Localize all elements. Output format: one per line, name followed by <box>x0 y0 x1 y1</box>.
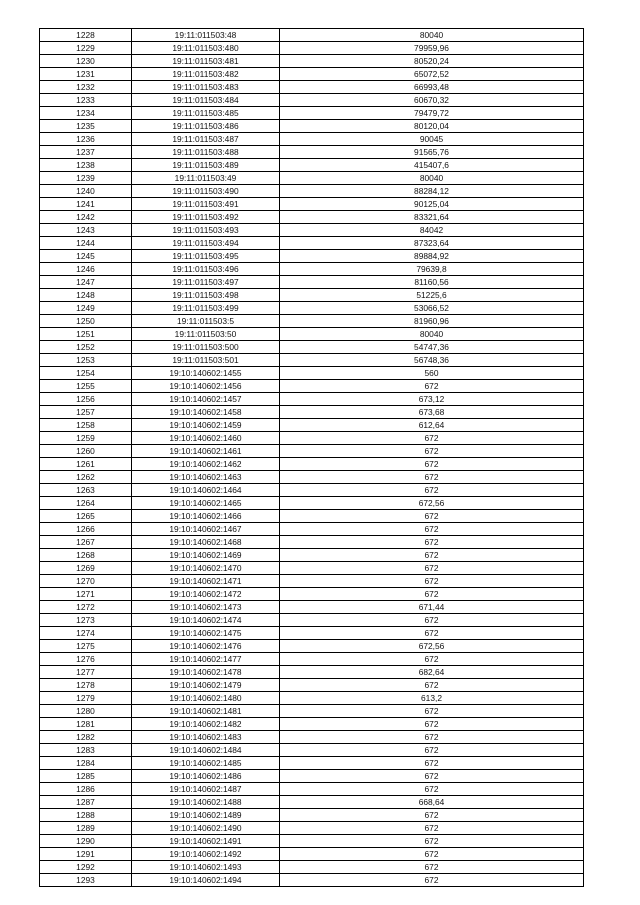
row-number-cell: 1228 <box>40 29 132 42</box>
row-number-cell: 1258 <box>40 419 132 432</box>
row-number-cell: 1269 <box>40 562 132 575</box>
row-number-cell: 1250 <box>40 315 132 328</box>
row-number-cell: 1286 <box>40 783 132 796</box>
table-row <box>40 874 584 887</box>
table-row <box>40 757 584 770</box>
cadastral-number-cell: 19:10:140602:1471 <box>132 575 280 588</box>
value-cell: 560 <box>280 367 584 380</box>
value-cell: 672 <box>280 536 584 549</box>
row-number-cell: 1254 <box>40 367 132 380</box>
value-cell: 66993,48 <box>280 81 584 94</box>
cadastral-number-cell: 19:10:140602:1460 <box>132 432 280 445</box>
row-number-cell: 1246 <box>40 263 132 276</box>
value-cell: 672 <box>280 471 584 484</box>
row-number-cell: 1239 <box>40 172 132 185</box>
value-cell: 672 <box>280 523 584 536</box>
row-number-cell: 1232 <box>40 81 132 94</box>
table-row <box>40 601 584 614</box>
value-cell: 81160,56 <box>280 276 584 289</box>
cadastral-number-cell: 19:10:140602:1479 <box>132 679 280 692</box>
value-cell: 672 <box>280 705 584 718</box>
table-row <box>40 497 584 510</box>
value-cell: 56748,36 <box>280 354 584 367</box>
table-row <box>40 120 584 133</box>
table-row <box>40 627 584 640</box>
cadastral-number-cell: 19:11:011503:480 <box>132 42 280 55</box>
table-row <box>40 523 584 536</box>
cadastral-number-cell: 19:11:011503:492 <box>132 211 280 224</box>
cadastral-number-cell: 19:11:011503:488 <box>132 146 280 159</box>
table-row <box>40 796 584 809</box>
table-row <box>40 471 584 484</box>
cadastral-number-cell: 19:10:140602:1473 <box>132 601 280 614</box>
row-number-cell: 1237 <box>40 146 132 159</box>
cadastral-number-cell: 19:11:011503:487 <box>132 133 280 146</box>
value-cell: 80040 <box>280 172 584 185</box>
value-cell: 89884,92 <box>280 250 584 263</box>
row-number-cell: 1270 <box>40 575 132 588</box>
row-number-cell: 1283 <box>40 744 132 757</box>
cadastral-number-cell: 19:10:140602:1484 <box>132 744 280 757</box>
cadastral-number-cell: 19:11:011503:498 <box>132 289 280 302</box>
row-number-cell: 1245 <box>40 250 132 263</box>
table-row <box>40 445 584 458</box>
cadastral-number-cell: 19:10:140602:1481 <box>132 705 280 718</box>
cadastral-number-cell: 19:11:011503:50 <box>132 328 280 341</box>
value-cell: 88284,12 <box>280 185 584 198</box>
row-number-cell: 1249 <box>40 302 132 315</box>
table-row <box>40 133 584 146</box>
row-number-cell: 1235 <box>40 120 132 133</box>
row-number-cell: 1274 <box>40 627 132 640</box>
row-number-cell: 1293 <box>40 874 132 887</box>
value-cell: 80520,24 <box>280 55 584 68</box>
cadastral-number-cell: 19:10:140602:1474 <box>132 614 280 627</box>
value-cell: 80040 <box>280 328 584 341</box>
row-number-cell: 1243 <box>40 224 132 237</box>
table-row <box>40 588 584 601</box>
table-row <box>40 549 584 562</box>
table-row <box>40 172 584 185</box>
table-row <box>40 562 584 575</box>
table-row <box>40 380 584 393</box>
cadastral-number-cell: 19:10:140602:1465 <box>132 497 280 510</box>
cadastral-number-cell: 19:10:140602:1482 <box>132 718 280 731</box>
row-number-cell: 1288 <box>40 809 132 822</box>
row-number-cell: 1284 <box>40 757 132 770</box>
value-cell: 91565,76 <box>280 146 584 159</box>
cadastral-number-cell: 19:10:140602:1472 <box>132 588 280 601</box>
table-row <box>40 575 584 588</box>
cadastral-number-cell: 19:10:140602:1463 <box>132 471 280 484</box>
cadastral-number-cell: 19:11:011503:49 <box>132 172 280 185</box>
value-cell: 83321,64 <box>280 211 584 224</box>
cadastral-number-cell: 19:11:011503:482 <box>132 68 280 81</box>
value-cell: 87323,64 <box>280 237 584 250</box>
cadastral-number-cell: 19:10:140602:1486 <box>132 770 280 783</box>
cadastral-number-cell: 19:11:011503:484 <box>132 94 280 107</box>
cadastral-number-cell: 19:10:140602:1491 <box>132 835 280 848</box>
value-cell: 65072,52 <box>280 68 584 81</box>
cadastral-number-cell: 19:11:011503:48 <box>132 29 280 42</box>
cadastral-number-cell: 19:11:011503:499 <box>132 302 280 315</box>
value-cell: 672 <box>280 562 584 575</box>
cadastral-number-cell: 19:11:011503:481 <box>132 55 280 68</box>
row-number-cell: 1265 <box>40 510 132 523</box>
table-row <box>40 510 584 523</box>
value-cell: 671,44 <box>280 601 584 614</box>
row-number-cell: 1280 <box>40 705 132 718</box>
row-number-cell: 1277 <box>40 666 132 679</box>
cadastral-number-cell: 19:11:011503:490 <box>132 185 280 198</box>
cadastral-number-cell: 19:10:140602:1478 <box>132 666 280 679</box>
table-row <box>40 341 584 354</box>
row-number-cell: 1240 <box>40 185 132 198</box>
value-cell: 672 <box>280 822 584 835</box>
table-row <box>40 302 584 315</box>
table-row <box>40 367 584 380</box>
cadastral-number-cell: 19:10:140602:1468 <box>132 536 280 549</box>
cadastral-number-cell: 19:11:011503:491 <box>132 198 280 211</box>
value-cell: 80040 <box>280 29 584 42</box>
value-cell: 672 <box>280 770 584 783</box>
cadastral-number-cell: 19:11:011503:496 <box>132 263 280 276</box>
table-row <box>40 81 584 94</box>
cadastral-number-cell: 19:11:011503:493 <box>132 224 280 237</box>
row-number-cell: 1234 <box>40 107 132 120</box>
cadastral-number-cell: 19:10:140602:1494 <box>132 874 280 887</box>
row-number-cell: 1290 <box>40 835 132 848</box>
table-row <box>40 705 584 718</box>
cadastral-number-cell: 19:11:011503:483 <box>132 81 280 94</box>
row-number-cell: 1281 <box>40 718 132 731</box>
row-number-cell: 1264 <box>40 497 132 510</box>
row-number-cell: 1282 <box>40 731 132 744</box>
row-number-cell: 1231 <box>40 68 132 81</box>
table-row <box>40 406 584 419</box>
value-cell: 672 <box>280 718 584 731</box>
cadastral-number-cell: 19:10:140602:1480 <box>132 692 280 705</box>
value-cell: 668,64 <box>280 796 584 809</box>
value-cell: 672 <box>280 744 584 757</box>
value-cell: 51225,6 <box>280 289 584 302</box>
value-cell: 672 <box>280 445 584 458</box>
row-number-cell: 1261 <box>40 458 132 471</box>
table-row <box>40 744 584 757</box>
table-row <box>40 835 584 848</box>
row-number-cell: 1275 <box>40 640 132 653</box>
cadastral-number-cell: 19:11:011503:501 <box>132 354 280 367</box>
table-row <box>40 94 584 107</box>
value-cell: 672 <box>280 874 584 887</box>
row-number-cell: 1291 <box>40 848 132 861</box>
row-number-cell: 1268 <box>40 549 132 562</box>
row-number-cell: 1253 <box>40 354 132 367</box>
row-number-cell: 1273 <box>40 614 132 627</box>
value-cell: 672 <box>280 432 584 445</box>
value-cell: 90125,04 <box>280 198 584 211</box>
table-row <box>40 146 584 159</box>
table-row <box>40 68 584 81</box>
row-number-cell: 1233 <box>40 94 132 107</box>
value-cell: 90045 <box>280 133 584 146</box>
row-number-cell: 1242 <box>40 211 132 224</box>
value-cell: 672 <box>280 458 584 471</box>
cadastral-number-cell: 19:11:011503:486 <box>132 120 280 133</box>
value-cell: 613,2 <box>280 692 584 705</box>
table-row <box>40 861 584 874</box>
cadastral-number-cell: 19:10:140602:1493 <box>132 861 280 874</box>
table-row <box>40 289 584 302</box>
value-cell: 672 <box>280 848 584 861</box>
value-cell: 84042 <box>280 224 584 237</box>
cadastral-number-cell: 19:10:140602:1475 <box>132 627 280 640</box>
table-row <box>40 211 584 224</box>
cadastral-number-cell: 19:10:140602:1483 <box>132 731 280 744</box>
table-row <box>40 770 584 783</box>
cadastral-number-cell: 19:10:140602:1458 <box>132 406 280 419</box>
cadastral-number-cell: 19:11:011503:495 <box>132 250 280 263</box>
row-number-cell: 1287 <box>40 796 132 809</box>
table-row <box>40 731 584 744</box>
row-number-cell: 1272 <box>40 601 132 614</box>
table-row <box>40 393 584 406</box>
value-cell: 672 <box>280 575 584 588</box>
cadastral-number-cell: 19:10:140602:1461 <box>132 445 280 458</box>
value-cell: 672 <box>280 484 584 497</box>
table-row <box>40 159 584 172</box>
table-row <box>40 666 584 679</box>
cadastral-number-cell: 19:11:011503:497 <box>132 276 280 289</box>
value-cell: 672,56 <box>280 640 584 653</box>
cadastral-number-cell: 19:10:140602:1477 <box>132 653 280 666</box>
cadastral-number-cell: 19:11:011503:500 <box>132 341 280 354</box>
value-cell: 415407,6 <box>280 159 584 172</box>
cadastral-number-cell: 19:10:140602:1455 <box>132 367 280 380</box>
value-cell: 673,68 <box>280 406 584 419</box>
cadastral-number-cell: 19:10:140602:1459 <box>132 419 280 432</box>
row-number-cell: 1255 <box>40 380 132 393</box>
table-row <box>40 640 584 653</box>
table-row <box>40 29 584 42</box>
value-cell: 53066,52 <box>280 302 584 315</box>
table-row <box>40 432 584 445</box>
table-row <box>40 679 584 692</box>
value-cell: 60670,32 <box>280 94 584 107</box>
cadastral-number-cell: 19:10:140602:1470 <box>132 562 280 575</box>
table-row <box>40 718 584 731</box>
value-cell: 672 <box>280 588 584 601</box>
table-row <box>40 107 584 120</box>
value-cell: 79639,8 <box>280 263 584 276</box>
cadastral-number-cell: 19:10:140602:1487 <box>132 783 280 796</box>
value-cell: 672 <box>280 510 584 523</box>
table-row <box>40 809 584 822</box>
value-cell: 673,12 <box>280 393 584 406</box>
value-cell: 79479,72 <box>280 107 584 120</box>
row-number-cell: 1256 <box>40 393 132 406</box>
table-row <box>40 536 584 549</box>
table-row <box>40 42 584 55</box>
cadastral-number-cell: 19:10:140602:1492 <box>132 848 280 861</box>
value-cell: 80120,04 <box>280 120 584 133</box>
row-number-cell: 1266 <box>40 523 132 536</box>
table-row <box>40 185 584 198</box>
row-number-cell: 1229 <box>40 42 132 55</box>
table-row <box>40 822 584 835</box>
value-cell: 672 <box>280 783 584 796</box>
table-row <box>40 263 584 276</box>
cadastral-number-cell: 19:10:140602:1462 <box>132 458 280 471</box>
row-number-cell: 1289 <box>40 822 132 835</box>
table-row <box>40 250 584 263</box>
value-cell: 672 <box>280 549 584 562</box>
value-cell: 79959,96 <box>280 42 584 55</box>
cadastral-number-cell: 19:11:011503:485 <box>132 107 280 120</box>
cadastral-number-cell: 19:10:140602:1490 <box>132 822 280 835</box>
row-number-cell: 1276 <box>40 653 132 666</box>
table-row <box>40 653 584 666</box>
value-cell: 672 <box>280 861 584 874</box>
cadastral-number-cell: 19:10:140602:1466 <box>132 510 280 523</box>
cadastral-number-cell: 19:10:140602:1464 <box>132 484 280 497</box>
row-number-cell: 1247 <box>40 276 132 289</box>
value-cell: 672,56 <box>280 497 584 510</box>
table-row <box>40 328 584 341</box>
table-row <box>40 848 584 861</box>
row-number-cell: 1259 <box>40 432 132 445</box>
cadastral-number-cell: 19:11:011503:5 <box>132 315 280 328</box>
cadastral-number-cell: 19:11:011503:489 <box>132 159 280 172</box>
row-number-cell: 1236 <box>40 133 132 146</box>
table-row <box>40 354 584 367</box>
data-table <box>39 28 584 887</box>
row-number-cell: 1292 <box>40 861 132 874</box>
value-cell: 672 <box>280 757 584 770</box>
cadastral-number-cell: 19:10:140602:1469 <box>132 549 280 562</box>
table-row <box>40 614 584 627</box>
value-cell: 672 <box>280 679 584 692</box>
table-row <box>40 55 584 68</box>
row-number-cell: 1238 <box>40 159 132 172</box>
row-number-cell: 1230 <box>40 55 132 68</box>
cadastral-number-cell: 19:10:140602:1488 <box>132 796 280 809</box>
table-body <box>40 29 584 887</box>
value-cell: 612,64 <box>280 419 584 432</box>
value-cell: 672 <box>280 614 584 627</box>
cadastral-number-cell: 19:10:140602:1485 <box>132 757 280 770</box>
value-cell: 672 <box>280 653 584 666</box>
row-number-cell: 1257 <box>40 406 132 419</box>
table-row <box>40 315 584 328</box>
row-number-cell: 1271 <box>40 588 132 601</box>
table-row <box>40 198 584 211</box>
row-number-cell: 1279 <box>40 692 132 705</box>
cadastral-number-cell: 19:10:140602:1457 <box>132 393 280 406</box>
row-number-cell: 1285 <box>40 770 132 783</box>
row-number-cell: 1241 <box>40 198 132 211</box>
value-cell: 672 <box>280 627 584 640</box>
cadastral-number-cell: 19:11:011503:494 <box>132 237 280 250</box>
value-cell: 672 <box>280 731 584 744</box>
row-number-cell: 1251 <box>40 328 132 341</box>
row-number-cell: 1267 <box>40 536 132 549</box>
table-row <box>40 224 584 237</box>
row-number-cell: 1248 <box>40 289 132 302</box>
value-cell: 81960,96 <box>280 315 584 328</box>
cadastral-number-cell: 19:10:140602:1476 <box>132 640 280 653</box>
row-number-cell: 1278 <box>40 679 132 692</box>
row-number-cell: 1260 <box>40 445 132 458</box>
table-row <box>40 783 584 796</box>
value-cell: 682,64 <box>280 666 584 679</box>
cadastral-number-cell: 19:10:140602:1456 <box>132 380 280 393</box>
table-row <box>40 484 584 497</box>
table-row <box>40 458 584 471</box>
value-cell: 672 <box>280 380 584 393</box>
table-row <box>40 237 584 250</box>
value-cell: 54747,36 <box>280 341 584 354</box>
row-number-cell: 1262 <box>40 471 132 484</box>
cadastral-number-cell: 19:10:140602:1489 <box>132 809 280 822</box>
row-number-cell: 1252 <box>40 341 132 354</box>
value-cell: 672 <box>280 809 584 822</box>
value-cell: 672 <box>280 835 584 848</box>
row-number-cell: 1263 <box>40 484 132 497</box>
table-row <box>40 419 584 432</box>
table-row <box>40 276 584 289</box>
cadastral-number-cell: 19:10:140602:1467 <box>132 523 280 536</box>
table-row <box>40 692 584 705</box>
row-number-cell: 1244 <box>40 237 132 250</box>
